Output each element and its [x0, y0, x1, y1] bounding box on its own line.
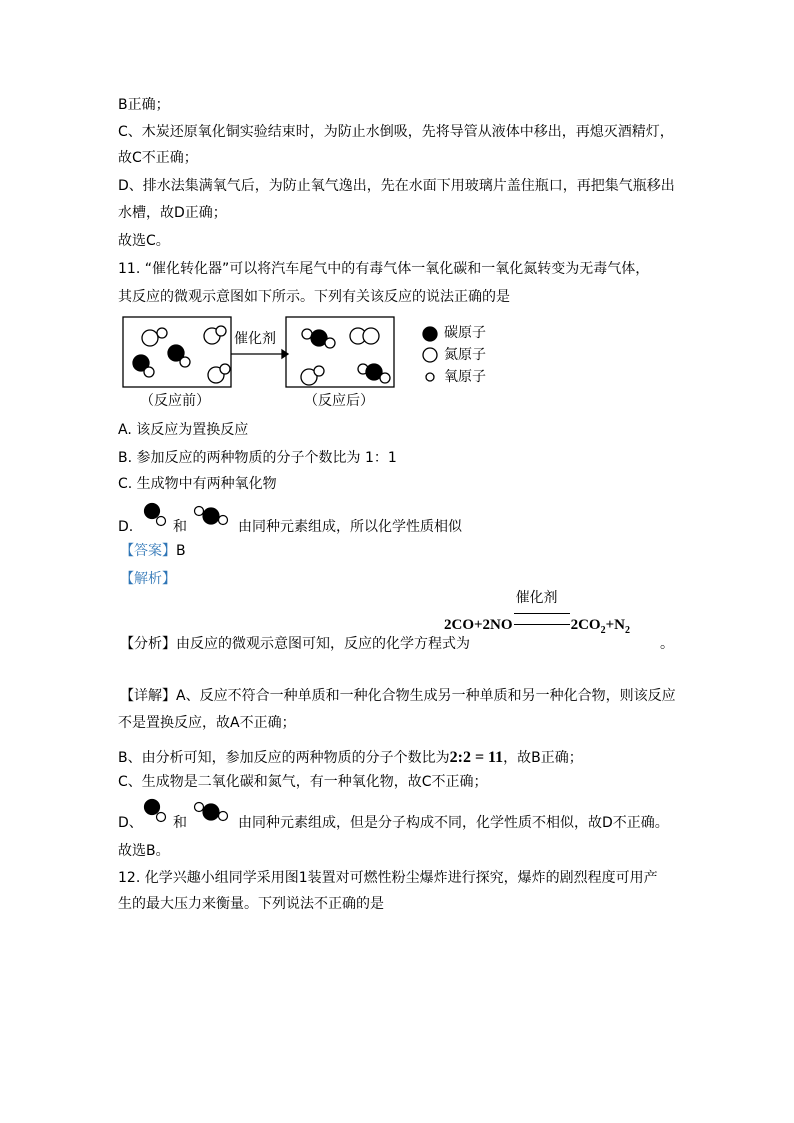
eq-condition: 催化剂 — [515, 590, 558, 606]
co2-molecule-icon — [193, 801, 233, 823]
text-line: 故C不正确； — [118, 150, 198, 166]
eq-sub: 2 — [600, 625, 606, 636]
before-label: （反应前） — [140, 393, 210, 409]
detail-d-and: 和 — [173, 815, 187, 831]
text-line: D、排水法集满氧气后，为防止氧气逸出，先在水面下用玻璃片盖住瓶口，再把集气瓶移出 — [118, 178, 675, 194]
question-11-line: 11. “催化转化器”可以将汽车尾气中的有毒气体一氧化碳和一氧化氮转变为无毒气体， — [118, 261, 650, 277]
detail-label: 【详解】 — [120, 688, 176, 704]
option-b: B. 参加反应的两种物质的分子个数比为 1：1 — [118, 450, 397, 466]
co2-molecule-icon — [193, 505, 233, 527]
detail-line: 不是置换反应，故A不正确； — [118, 715, 296, 731]
analysis-label: 【解析】 — [120, 571, 176, 587]
question-12-line: 12. 化学兴趣小组同学采用图1装置对可燃性粉尘爆炸进行探究，爆炸的剧烈程度可用产 — [118, 870, 658, 886]
co-molecule-icon — [143, 502, 167, 528]
detail-line: C、生成物是二氧化碳和氮气，有一种氧化物，故C不正确； — [118, 774, 488, 790]
option-d-text: 由同种元素组成，所以化学性质相似 — [238, 519, 462, 535]
text-line: C、木炭还原氧化铜实验结束时，为防止水倒吸，先将导管从液体中移出，再熄灭酒精灯， — [118, 124, 674, 140]
catalyst-label: 催化剂 — [234, 331, 276, 347]
text-line: B正确； — [118, 97, 170, 113]
detail-line: B、由分析可知，参加反应的两种物质的分子个数比为 — [118, 750, 450, 766]
option-c: C. 生成物中有两种氧化物 — [118, 476, 277, 492]
eq-sub: 2 — [624, 625, 630, 636]
eq-right: 2CO — [570, 617, 601, 633]
option-d-prefix: D. — [118, 519, 134, 535]
legend-nitrogen: 氮原子 — [444, 347, 486, 363]
text-line: 故选C。 — [118, 233, 170, 249]
legend-oxygen: 氧原子 — [444, 369, 486, 385]
answer-label: 【答案】 — [120, 543, 176, 559]
detail-line: A、反应不符合一种单质和一种化合物生成另一种单质和另一种化合物，则该反应 — [176, 688, 676, 704]
fenxi-label: 【分析】 — [120, 636, 176, 652]
option-a: A. 该反应为置换反应 — [118, 422, 249, 438]
legend-carbon: 碳原子 — [444, 325, 486, 341]
text-line: 水槽，故D正确； — [118, 205, 227, 221]
question-12-line: 生的最大压力来衡量。下列说法不正确的是 — [118, 896, 384, 912]
eq-left: 2CO+2NO — [444, 617, 513, 633]
chemical-equation — [444, 590, 630, 636]
conclusion: 故选B。 — [118, 843, 170, 859]
detail-line: ，故B正确； — [503, 750, 583, 766]
detail-line: 由同种元素组成，但是分子构成不同，化学性质不相似，故D不正确。 — [238, 815, 669, 831]
question-11-line: 其反应的微观示意图如下所示。下列有关该反应的说法正确的是 — [118, 289, 510, 305]
answer-value: B — [176, 543, 186, 559]
option-d-and: 和 — [173, 519, 187, 535]
fenxi-end: 。 — [660, 636, 674, 652]
detail-d-prefix: D、 — [118, 815, 143, 831]
eq-plus: +N — [605, 617, 625, 633]
ratio: 2:2 = 11 — [449, 749, 504, 766]
after-label: （反应后） — [304, 393, 374, 409]
fenxi-text: 由反应的微观示意图可知，反应的化学方程式为 — [176, 636, 470, 652]
co-molecule-icon — [143, 798, 167, 824]
